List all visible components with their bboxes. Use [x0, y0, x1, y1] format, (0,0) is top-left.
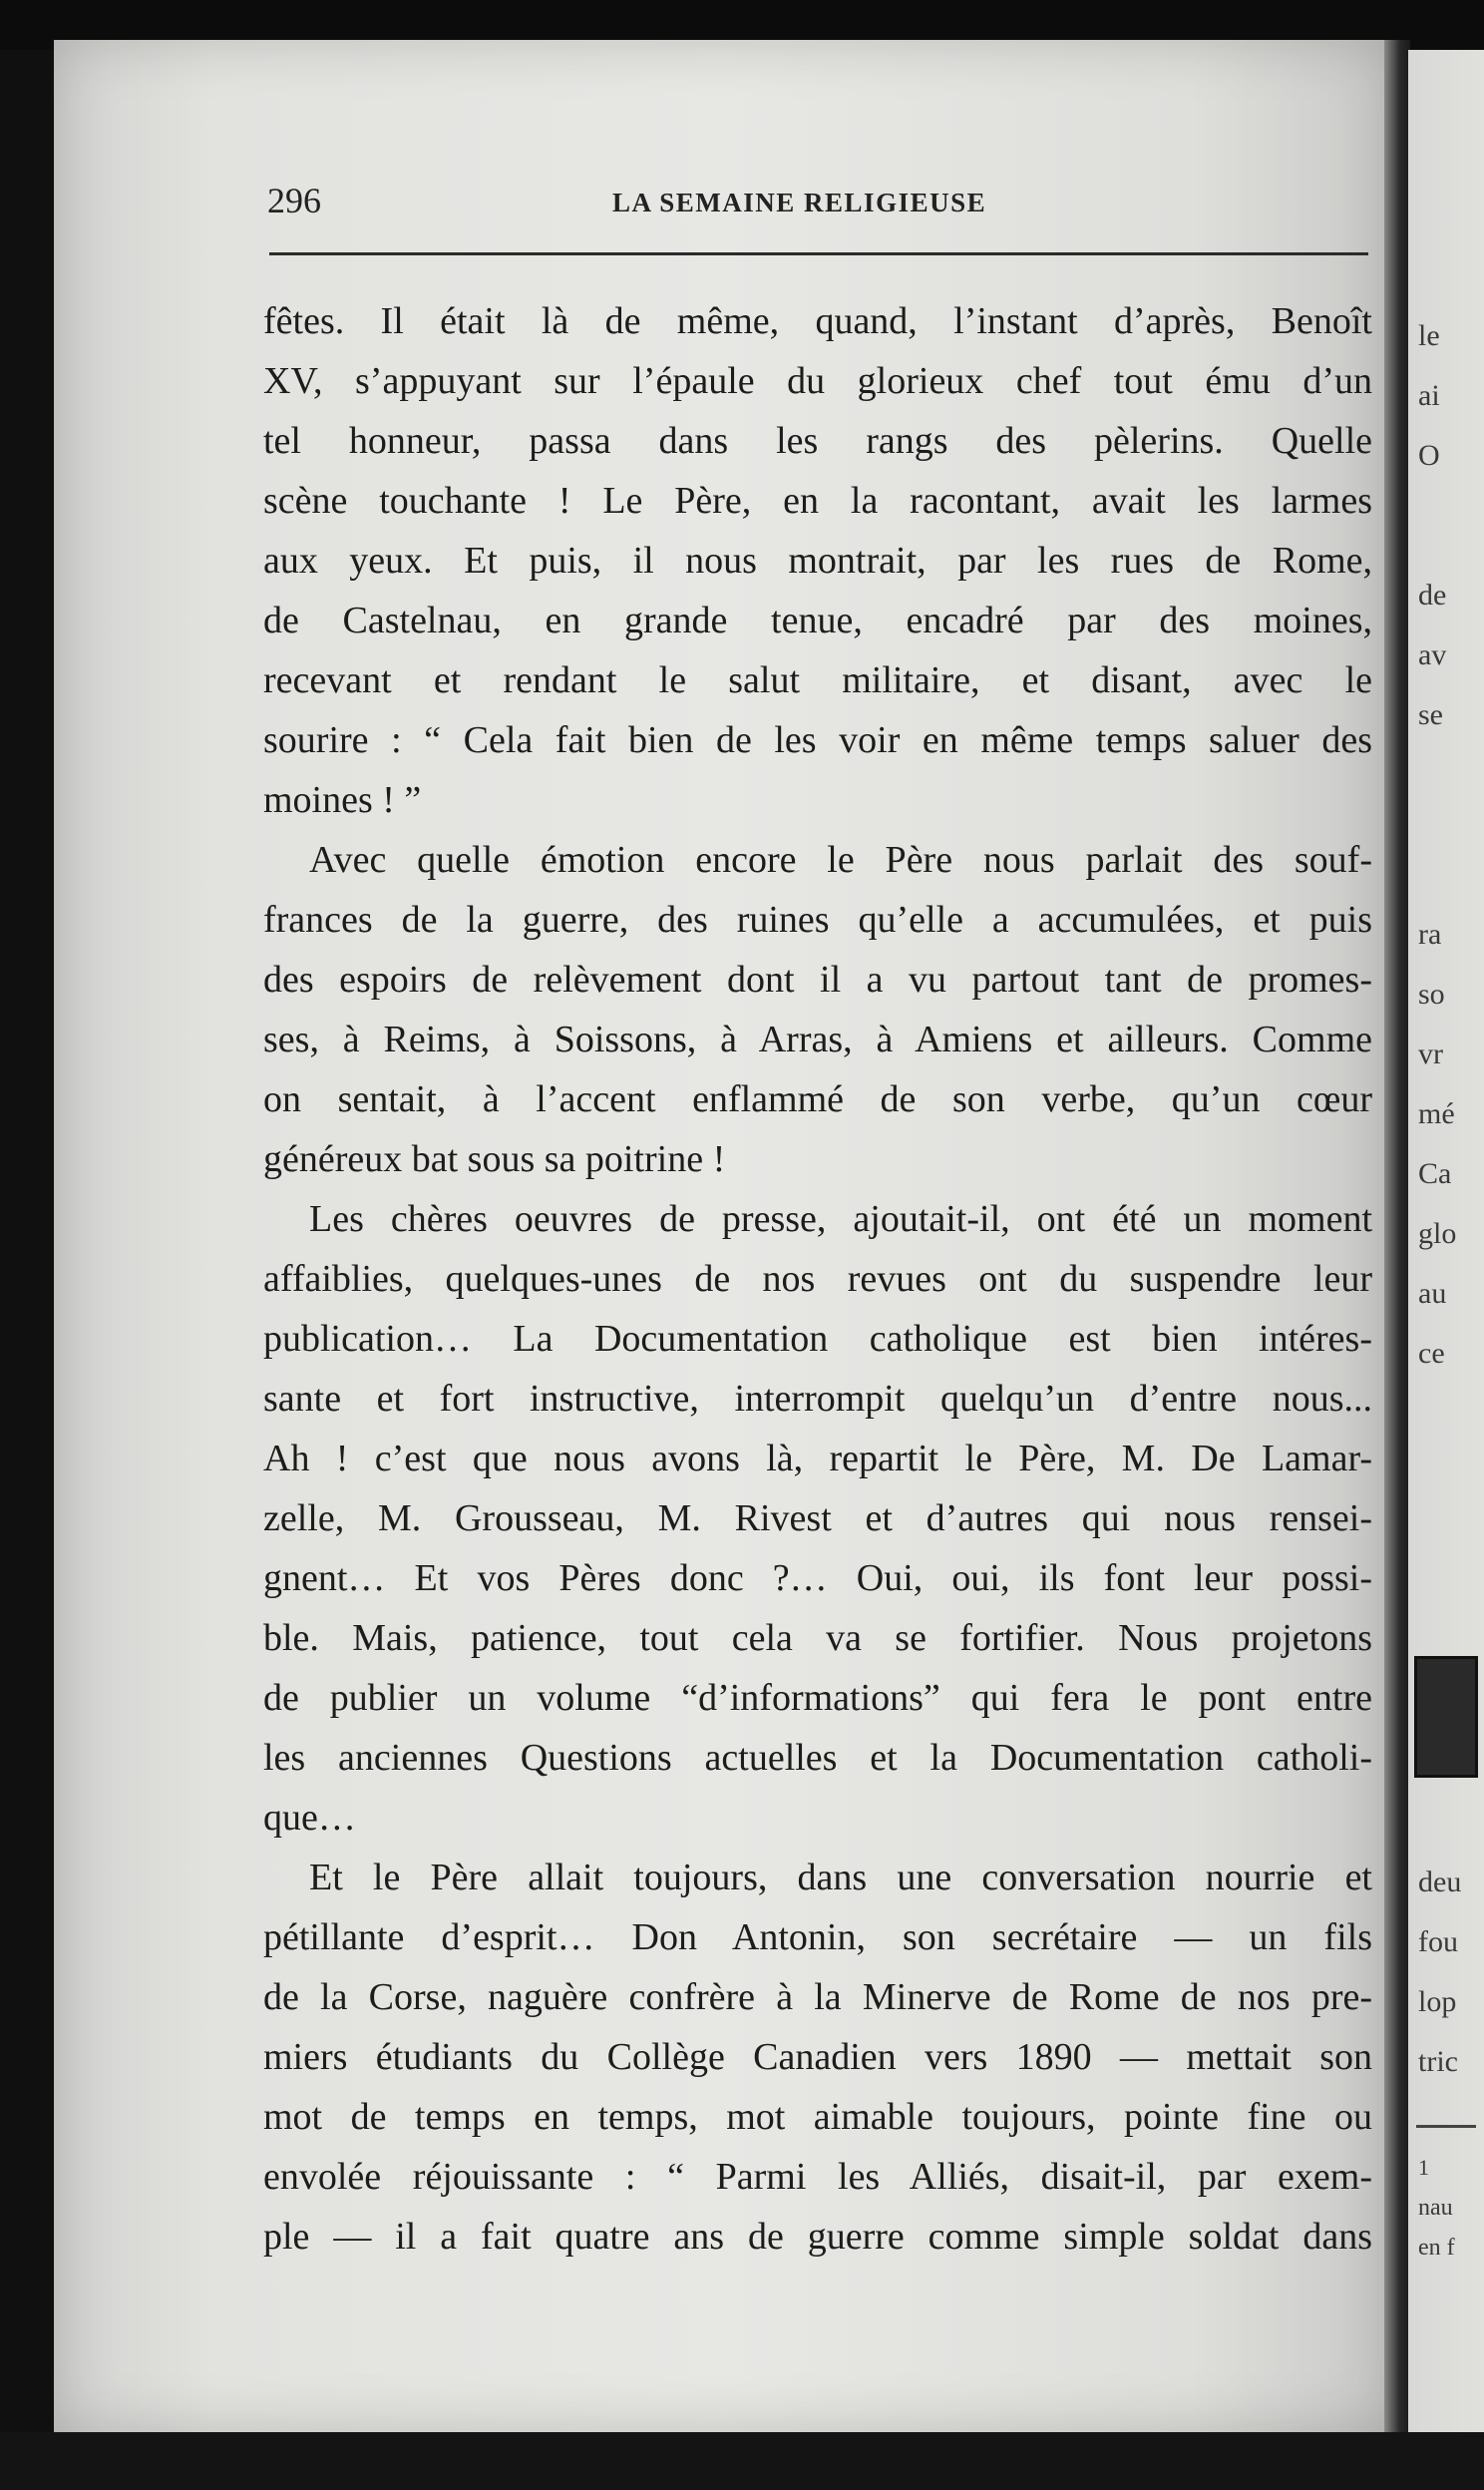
facing-page-fragment: so — [1418, 978, 1445, 1011]
text-line: sourire : “ Cela fait bien de les voir en même temps saluer des — [263, 719, 1372, 761]
text-line: aux yeux. Et puis, il nous montrait, par les rues de Rome, — [263, 540, 1372, 582]
text-line: envolée réjouissante : “ Parmi les Alliés, disait-il, par exem- — [263, 2156, 1372, 2198]
facing-page-fragment: deu — [1418, 1866, 1462, 1898]
text-line: Avec quelle émotion encore le Père nous parlait des souf- — [309, 839, 1372, 881]
text-line: Les chères oeuvres de presse, ajoutait-il, ont été un moment — [309, 1198, 1372, 1240]
facing-page-footnote-rule — [1416, 2125, 1476, 2128]
facing-page-fragment: ce — [1418, 1337, 1445, 1370]
facing-page-fragment: av — [1418, 638, 1447, 671]
text-line: frances de la guerre, des ruines qu’elle a accumulées, et puis — [263, 899, 1372, 941]
text-line: mot de temps en temps, mot aimable toujours, pointe fine ou — [263, 2096, 1372, 2138]
text-line: ses, à Reims, à Soissons, à Arras, à Amiens et ailleurs. Comme — [263, 1019, 1372, 1060]
text-line: de publier un volume “d’informations” qui fera le pont entre — [263, 1677, 1372, 1719]
facing-page-fragment: fou — [1418, 1925, 1458, 1958]
facing-page-fragment: le — [1418, 319, 1440, 352]
text-line: fêtes. Il était là de même, quand, l’instant d’après, Benoît — [263, 300, 1372, 342]
text-line: ple — il a fait quatre ans de guerre comme simple soldat dans — [263, 2216, 1372, 2258]
text-line: pétillante d’esprit… Don Antonin, son secrétaire — un fils — [263, 1916, 1372, 1958]
facing-page-fragment: en f — [1418, 2235, 1455, 2261]
facing-page-fragment: au — [1418, 1277, 1447, 1310]
facing-page-fragment: O — [1418, 439, 1440, 472]
text-line: généreux bat sous sa poitrine ! — [263, 1138, 726, 1180]
facing-page-fragment: ai — [1418, 379, 1440, 412]
page-header — [267, 180, 1370, 229]
page-number: 296 — [267, 181, 321, 220]
facing-page-fragment: Ca — [1418, 1157, 1452, 1190]
text-line: des espoirs de relèvement dont il a vu partout tant de promes- — [263, 959, 1372, 1001]
text-line: on sentait, à l’accent enflammé de son verbe, qu’un cœur — [263, 1078, 1372, 1120]
text-line: sante et fort instructive, interrompit quelqu’un d’entre nous... — [263, 1378, 1372, 1420]
facing-page-fragment: nau — [1418, 2195, 1453, 2221]
text-line: ble. Mais, patience, tout cela va se fortifier. Nous projetons — [263, 1617, 1372, 1659]
text-line: de la Corse, naguère confrère à la Minerve de Rome de nos pre- — [263, 1976, 1372, 2018]
text-line: XV, s’appuyant sur l’épaule du glorieux chef tout ému d’un — [263, 360, 1372, 402]
book-gutter — [1384, 40, 1410, 2432]
text-line: gnent… Et vos Pères donc ?… Oui, oui, ils font leur possi- — [263, 1557, 1372, 1599]
text-line: Et le Père allait toujours, dans une conversation nourrie et — [309, 1857, 1372, 1898]
facing-page-fragment: de — [1418, 579, 1447, 612]
text-line: affaiblies, quelques-unes de nos revues ont du suspendre leur — [263, 1258, 1372, 1300]
text-line: tel honneur, passa dans les rangs des pèlerins. Quelle — [263, 420, 1372, 462]
text-line: Ah ! c’est que nous avons là, repartit le Père, M. De Lamar- — [263, 1438, 1372, 1479]
text-line: zelle, M. Grousseau, M. Rivest et d’autres qui nous rensei- — [263, 1497, 1372, 1539]
facing-page-fragment: se — [1418, 698, 1443, 731]
text-line: miers étudiants du Collège Canadien vers 1890 — mettait son — [263, 2036, 1372, 2078]
facing-page-fragment: 1 — [1418, 2155, 1429, 2180]
running-head: LA SEMAINE RELIGIEUSE — [612, 188, 987, 217]
facing-page-fragment: ra — [1418, 918, 1442, 951]
facing-page-fragment: vr — [1418, 1038, 1443, 1070]
facing-page-fragment: tric — [1418, 2045, 1458, 2078]
header-rule — [269, 252, 1368, 255]
text-line: les anciennes Questions actuelles et la Documentation catholi- — [263, 1737, 1372, 1779]
facing-page-drop-cap — [1414, 1656, 1478, 1778]
text-line: que… — [263, 1797, 356, 1839]
facing-page-fragment: glo — [1418, 1217, 1457, 1250]
text-line: moines ! ” — [263, 779, 422, 821]
text-line: publication… La Documentation catholique est bien intéres- — [263, 1318, 1372, 1360]
body-text — [263, 291, 1372, 2267]
text-line: scène touchante ! Le Père, en la racontant, avait les larmes — [263, 480, 1372, 522]
facing-page-fragment: mé — [1418, 1097, 1455, 1130]
scan-border-bottom — [0, 2432, 1484, 2490]
text-line: recevant et rendant le salut militaire, et disant, avec le — [263, 659, 1372, 701]
facing-page-edge — [1408, 50, 1484, 2444]
facing-page-fragment: lop — [1418, 1985, 1457, 2018]
text-line: de Castelnau, en grande tenue, encadré par des moines, — [263, 600, 1372, 641]
